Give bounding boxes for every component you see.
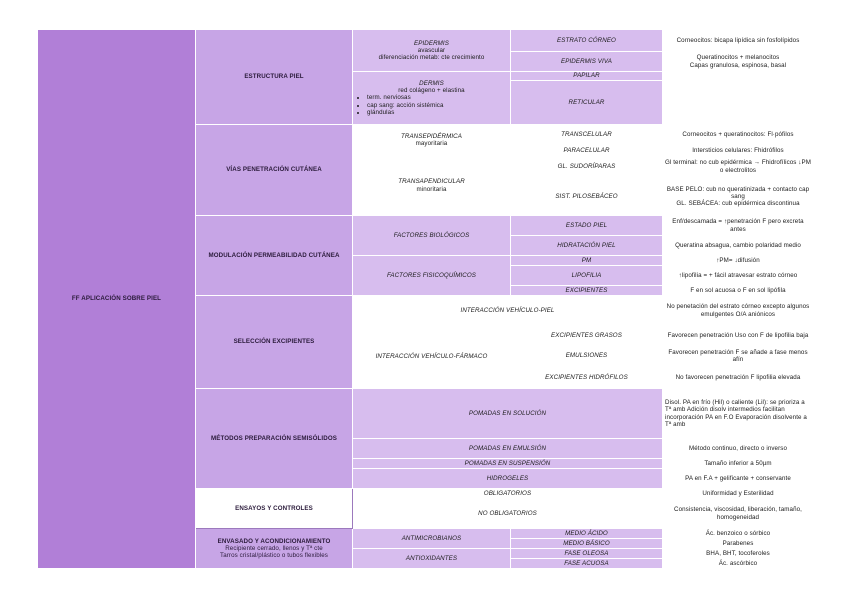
interaccion-vehiculo-piel-desc: No penetación del estrato córneo excepto algunos emulgentes O/A aniónicos (663, 296, 814, 326)
hidrogeles-desc: PA en F.A + gelificante + conservante (663, 469, 814, 489)
antimicrobianos: ANTIMICROBIANOS (353, 529, 511, 549)
sudoriparas-desc: Gl terminal: no cub epidérmica → Fhidrofílicos ↓PM o electrolitos (663, 156, 814, 178)
envasado-title: ENVASADO Y ACONDICIONAMIENTO (217, 537, 331, 545)
excipientes-hidrofilos-desc: No favorecen penetración F lipofilia elevada (663, 367, 814, 389)
reticular: RETICULAR (511, 81, 663, 125)
hidratacion-piel: HIDRATACIÓN PIEL (511, 236, 663, 256)
transepidermica-cell (353, 125, 511, 156)
excipientes-hidrofilos: EXCIPIENTES HIDRÓFILOS (511, 367, 663, 389)
transepidermica-sub: mayoritaria (415, 140, 448, 147)
epidermis-viva-desc1: Queratinocitos + melanocitos (696, 54, 780, 62)
no-obligatorios: NO OBLIGATORIOS (353, 499, 663, 529)
estado-piel: ESTADO PIEL (511, 216, 663, 236)
paracelular-desc: Intersticios celulares: Fhidrófilos (663, 146, 814, 156)
emulsiones: EMULSIONES (511, 346, 663, 367)
pm-desc: ↑PM= ↓difusión (663, 256, 814, 266)
dermis-cell (353, 72, 511, 125)
papilar-desc (663, 72, 814, 81)
epidermis-head: EPIDERMIS (414, 39, 449, 47)
pomadas-solucion: POMADAS EN SOLUCIÓN (353, 389, 663, 439)
root-title: FF APLICACIÓN SOBRE PIEL (38, 30, 196, 569)
excipientes-grasos: EXCIPIENTES GRASOS (511, 326, 663, 346)
lipofilia: LIPOFILIA (511, 266, 663, 286)
dermis-sub: red colágeno + elastina (398, 87, 465, 95)
medio-basico-desc: Parabenes (663, 539, 814, 549)
no-obligatorios-desc: Consistencia, viscosidad, liberación, tamaño, homogeneidad (663, 499, 814, 529)
transapendicular-sub: minoritaria (416, 185, 447, 193)
pilosebaceo-desc1: BASE PELO: cub no queratinizada + contacto cap sang (666, 185, 810, 200)
emulsiones-desc: Favorecen penetración F se añade a fase menos afín (663, 346, 814, 367)
hidrogeles: HIDROGELES (353, 469, 663, 489)
lipofilia-desc: ↑lipofilia = + fácil atravesar estrato córneo (663, 266, 814, 286)
transcelular: TRANSCELULAR (511, 125, 663, 146)
ensayos-title: ENSAYOS Y CONTROLES (196, 489, 353, 529)
excipientes: EXCIPIENTES (511, 286, 663, 296)
medio-acido-desc: Ác. benzoico o sórbico (663, 529, 814, 539)
fase-acuosa-desc: Ác. ascórbico (663, 559, 814, 569)
pm: PM (511, 256, 663, 266)
dermis-item: • glándulas (367, 109, 508, 116)
envasado-sub2: Tarros cristal/plástico o tubos flexibles (220, 552, 328, 560)
interaccion-vehiculo-farmaco: INTERACCIÓN VEHÍCULO-FÁRMACO (353, 326, 511, 389)
medio-basico: MEDIO BÁSICO (511, 539, 663, 549)
vias-title: VÍAS PENETRACIÓN CUTÁNEA (196, 125, 353, 216)
pomadas-emulsion-desc: Método continuo, directo o inverso (663, 439, 814, 459)
pomadas-suspension: POMADAS EN SUSPENSIÓN (353, 459, 663, 469)
interaccion-vehiculo-piel: INTERACCIÓN VEHÍCULO-PIEL (353, 296, 663, 326)
transcelular-desc: Corneocitos + queratinocitos: Fl·pófilos (663, 125, 814, 146)
excipientes-desc: F en sol acuosa o F en sol lipófila (663, 286, 814, 296)
medio-acido: MEDIO ÁCIDO (511, 529, 663, 539)
transepidermica: TRANSEPIDÉRMICA (401, 132, 462, 140)
estrato-corneo-desc: Corneocitos: bicapa lipídica sin fosfolípidos (663, 30, 814, 52)
factores-fisicoquimicos: FACTORES FISICOQUÍMICOS (353, 256, 511, 296)
epidermis-viva-desc2: Capas granulosa, espinosa, basal (689, 61, 787, 69)
pilosebaceo: SIST. PILOSEBÁCEO (511, 178, 663, 216)
epidermis-cell (353, 30, 511, 72)
papilar: PAPILAR (511, 72, 663, 81)
seleccion-title: SELECCIÓN EXCIPIENTES (196, 296, 353, 389)
fase-oleosa-desc: BHA, BHT, tocoferoles (663, 549, 814, 559)
pilosebaceo-desc (663, 178, 814, 216)
pomadas-emulsion: POMADAS EN EMULSIÓN (353, 439, 663, 459)
obligatorios: OBLIGATORIOS (353, 489, 663, 499)
estrato-corneo: ESTRATO CÓRNEO (511, 30, 663, 52)
modulacion-title: MODULACIÓN PERMEABILIDAD CUTÁNEA (196, 216, 353, 296)
estructura-title: ESTRUCTURA PIEL (196, 30, 353, 125)
summary-table (37, 29, 814, 569)
metodos-title: MÉTODOS PREPARACIÓN SEMISÓLIDOS (196, 389, 353, 489)
envasado-cell (196, 529, 353, 569)
envasado-sub1: Recipiente cerrado, llenos y Tª cte (225, 544, 323, 552)
dermis-list (355, 94, 508, 116)
pomadas-suspension-desc: Tamaño inferior a 50µm (663, 459, 814, 469)
sudoriparas: GL. SUDORÍPARAS (511, 156, 663, 178)
reticular-desc (663, 81, 814, 125)
epidermis-sub2: diferenciación metab: cte crecimiento (378, 54, 485, 62)
fase-acuosa: FASE ACUOSA (511, 559, 663, 569)
pilosebaceo-desc2: GL. SEBÁCEA: cub epidérmica discontinua (676, 200, 800, 208)
excipientes-grasos-desc: Favorecen penetración Uso con F de lipofilia baja (663, 326, 814, 346)
hidratacion-piel-desc: Queratina absagua, cambio polaridad medio (663, 236, 814, 256)
dermis-item: • cap sang: acción sistémica (367, 102, 508, 109)
paracelular: PARACELULAR (511, 146, 663, 156)
obligatorios-desc: Uniformidad y Esterilidad (663, 489, 814, 499)
transapendicular: TRANSAPENDICULAR (398, 178, 465, 186)
dermis-item: • term. nerviosas (367, 94, 508, 101)
estado-piel-desc: Enf/descamada = ↑penetración F pero excreta antes (663, 216, 814, 236)
pomadas-solucion-desc: Disol. PA en frío (Hil) o caliente (Lil): se prioriza a Tª amb Adición disolv intermedios facilitan incorporación PA en F.O Evaporación disolvente a Tª amb (663, 389, 814, 439)
fase-oleosa: FASE OLEOSA (511, 549, 663, 559)
antioxidantes: ANTIOXIDANTES (353, 549, 511, 569)
dermis-head: DERMIS (419, 79, 444, 87)
transapendicular-cell (353, 156, 511, 216)
factores-biologicos: FACTORES BIOLÓGICOS (353, 216, 511, 256)
epidermis-viva: EPIDERMIS VIVA (511, 52, 663, 72)
epidermis-sub1: avascular (417, 46, 446, 54)
epidermis-viva-desc (663, 52, 814, 72)
